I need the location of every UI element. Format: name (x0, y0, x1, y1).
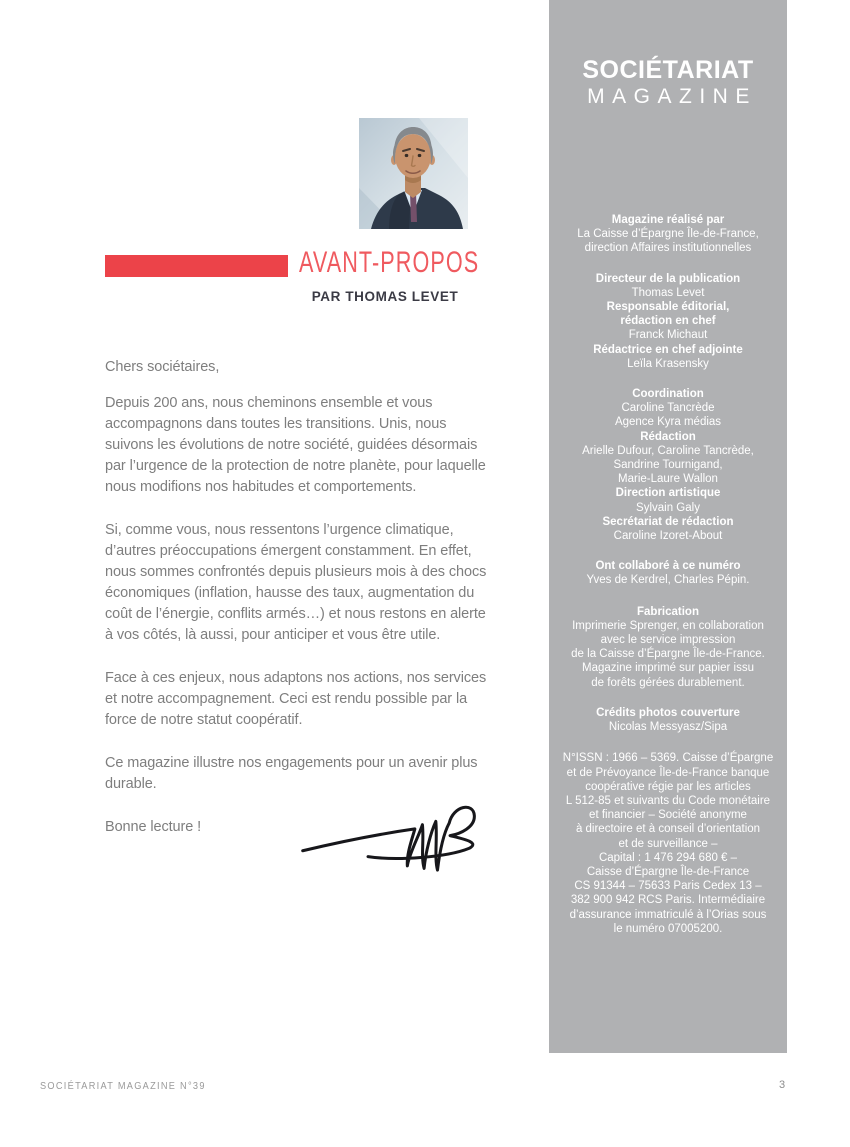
credits-group (557, 387, 779, 543)
credit-value: Franck Michaut (628, 329, 708, 342)
credit-value: et financier – Société anonyme (589, 809, 747, 822)
credit-value: Agence Kyra médias (614, 416, 722, 429)
credit-value: Magazine imprimé sur papier issu (582, 662, 754, 675)
credits-group (557, 272, 779, 371)
paragraph: Ce magazine illustre nos engagements pour un avenir plus durable. (105, 755, 478, 792)
credit-value: Thomas Levet (631, 286, 705, 299)
credit-label: Crédits photos couverture (596, 706, 740, 719)
credit-value: direction Affaires institutionnelles (584, 242, 752, 255)
credit-value: et de surveillance – (618, 837, 718, 850)
credit-label: Coordination (632, 388, 704, 401)
eye-left (405, 154, 409, 157)
credit-value: à directoire et à conseil d’orientation (575, 823, 761, 836)
byline: PAR THOMAS LEVET (311, 289, 459, 304)
paragraph: Bonne lecture ! (105, 819, 202, 835)
page-title: AVANT-PROPOS (299, 246, 480, 279)
footer-magazine-title: SOCIÉTARIAT MAGAZINE N°39 (40, 1081, 206, 1092)
magazine-logo (549, 57, 787, 110)
credit-label: Secrétariat de rédaction (602, 515, 734, 528)
signature-stroke (303, 807, 475, 870)
credit-label: Fabrication (637, 605, 699, 618)
credit-value: de la Caisse d’Épargne Île-de-France. (571, 648, 765, 661)
credit-value: CS 91344 – 75633 Paris Cedex 13 – (574, 880, 762, 893)
credit-value: L 512-85 et suivants du Code monétaire (565, 794, 771, 807)
signature-image (296, 797, 476, 881)
credits-group (557, 213, 779, 256)
credit-value: Caroline Tancrède (621, 402, 715, 415)
sidebar-credits (557, 213, 779, 952)
credit-value: Sylvain Galy (636, 501, 700, 514)
credits-group (557, 751, 779, 936)
credits-group (557, 605, 779, 690)
credit-value: de forêts gérées durablement. (591, 676, 745, 689)
credits-group (557, 706, 779, 734)
credit-label: Responsable éditorial, (606, 301, 730, 314)
portrait-photo (359, 118, 468, 229)
kicker-red-bar (105, 255, 288, 277)
page-number: 3 (778, 1079, 786, 1091)
credit-label: Ont collaboré à ce numéro (595, 560, 741, 573)
credit-value: 382 900 942 RCS Paris. Intermédiaire (570, 894, 766, 907)
eye-right (418, 154, 422, 157)
paragraph: Chers sociétaires, (105, 359, 220, 375)
credit-value: avec le service impression (600, 634, 736, 647)
paragraph: Depuis 200 ans, nous cheminons ensemble et vous accompagnons dans toutes les transitions. Unis, nous suivons les évolutions de notre société, guidées désormais par l’urgence de la protection de notre planète, pour laquelle nous modifions nos habitudes et comportements. (105, 395, 486, 495)
credit-value: N°ISSN : 1966 – 5369. Caisse d’Épargne (562, 752, 774, 765)
credit-value: Arielle Dufour, Caroline Tancrède, (582, 444, 754, 457)
paragraph: Face à ces enjeux, nous adaptons nos actions, nos services et notre accompagnement. Ceci est rendu possible par la force de notre statut coopératif. (105, 670, 487, 728)
credit-value: Nicolas Messyasz/Sipa (608, 721, 728, 734)
credit-value: Caroline Izoret-About (613, 530, 723, 543)
credit-value: Marie-Laure Wallon (618, 473, 718, 486)
credit-value: et de Prévoyance Île-de-France banque (566, 766, 770, 779)
credit-value: La Caisse d’Épargne Île-de-France, (577, 228, 759, 241)
credit-label: Magazine réalisé par (611, 214, 725, 226)
credit-value: Capital : 1 476 294 680 € – (598, 851, 738, 864)
credit-value: coopérative régie par les articles (585, 780, 751, 793)
masthead-sidebar (549, 0, 787, 1053)
credit-value: Imprimerie Sprenger, en collaboration (572, 619, 764, 632)
credit-value: le numéro 07005200. (613, 922, 723, 935)
logo-societariat: SOCIÉTARIAT (582, 56, 754, 84)
body-text (105, 357, 497, 860)
logo-magazine: MAGAZINE (587, 85, 757, 108)
credit-label: Directeur de la publication (595, 272, 741, 285)
credit-value: Leïla Krasensky (627, 357, 709, 370)
credit-value: Yves de Kerdrel, Charles Pépin. (586, 574, 750, 587)
credit-label: Rédaction (640, 430, 696, 443)
credit-label: Direction artistique (615, 487, 721, 500)
credit-value: Caisse d’Épargne Île-de-France (586, 865, 750, 878)
credit-value: d’assurance immatriculé à l’Orias sous (569, 908, 767, 921)
credit-label: rédaction en chef (620, 315, 716, 328)
credits-group (557, 559, 779, 587)
credit-label: Rédactrice en chef adjointe (593, 343, 743, 356)
credit-value: Sandrine Tournigand, (613, 459, 723, 472)
paragraph: Si, comme vous, nous ressentons l’urgence climatique, d’autres préoccupations émergent constamment. En effet, nous sommes confrontés depuis plusieurs mois à des chocs économiques (inflation, hausse des taux, augmentation du coût de l’énergie, conflits armés…) et nous restons en alerte à vos côtés, là aussi, pour anticiper et vous être utile. (105, 522, 487, 643)
